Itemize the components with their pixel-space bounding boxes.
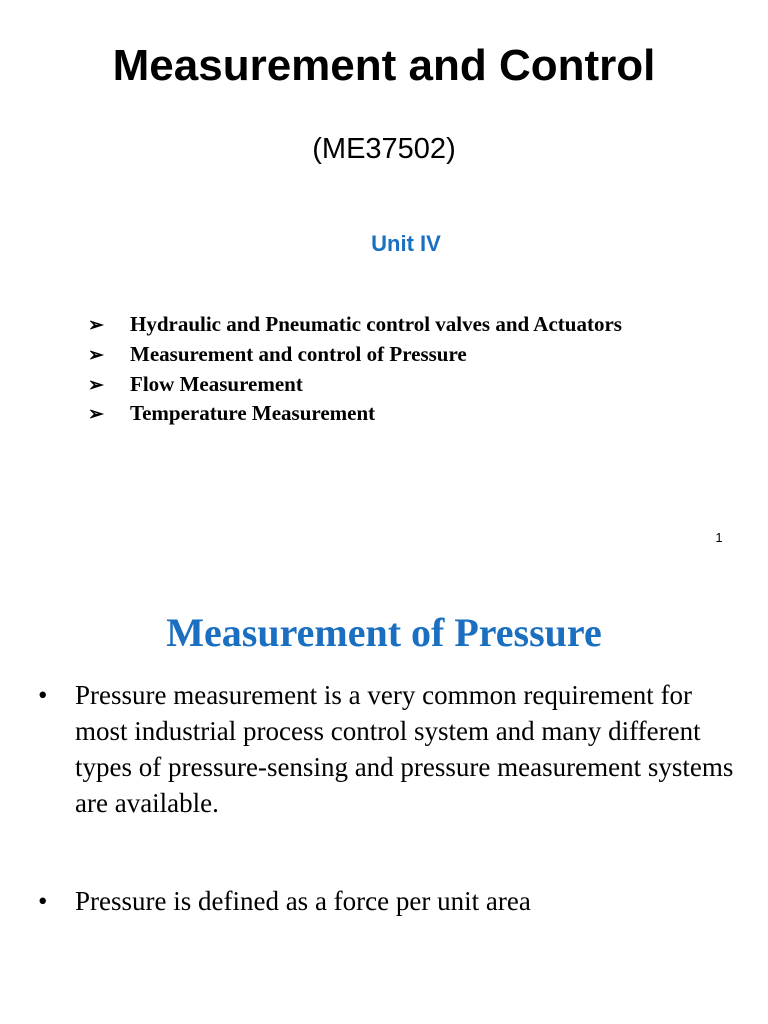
arrow-bullet-icon: ➢ <box>88 404 104 425</box>
topic-text: Flow Measurement <box>130 372 303 396</box>
topic-text: Measurement and control of Pressure <box>130 342 467 366</box>
bullet-dot-icon: • <box>38 680 48 710</box>
section-title: Measurement of Pressure <box>166 610 602 655</box>
bullet-item <box>38 883 738 919</box>
topic-item <box>88 339 467 371</box>
topic-item <box>88 369 303 401</box>
topic-item <box>88 309 622 341</box>
unit-label: Unit IV <box>371 231 441 256</box>
arrow-bullet-icon: ➢ <box>88 375 104 396</box>
arrow-bullet-icon: ➢ <box>88 315 104 336</box>
bullet-dot-icon: • <box>38 886 48 916</box>
slide-title: Measurement and Control <box>112 41 656 90</box>
page-number: 1 <box>715 530 723 545</box>
topic-text: Hydraulic and Pneumatic control valves and Actuators <box>130 312 622 336</box>
course-code: (ME37502) <box>312 133 456 165</box>
arrow-bullet-icon: ➢ <box>88 345 104 366</box>
bullet-item <box>38 677 738 821</box>
bullet-text: Pressure is defined as a force per unit area <box>75 886 531 916</box>
topic-item <box>88 398 375 430</box>
topic-text: Temperature Measurement <box>130 401 376 425</box>
bullet-text: Pressure measurement is a very common requirement for most industrial process control system and many different types of pressure-sensing and pressure measurement systems are available. <box>75 680 734 818</box>
